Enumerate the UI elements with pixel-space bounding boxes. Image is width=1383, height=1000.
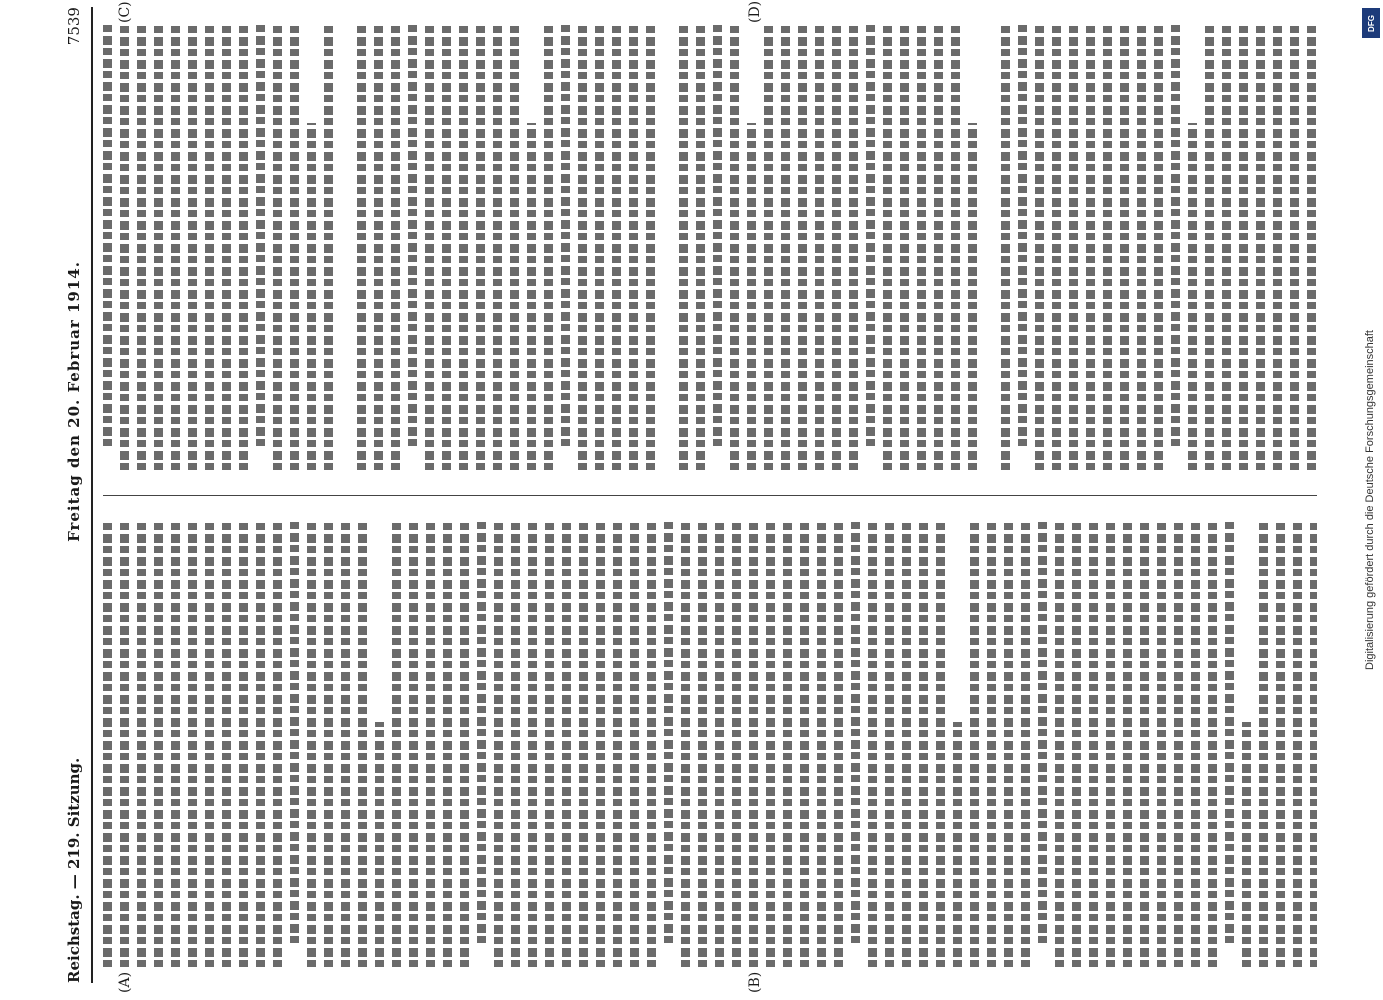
margin-mark-d: (D) bbox=[746, 0, 763, 23]
text-line bbox=[1154, 25, 1163, 470]
text-line bbox=[934, 25, 943, 470]
text-line bbox=[732, 522, 741, 967]
text-line bbox=[1290, 25, 1299, 470]
text-line bbox=[868, 522, 877, 967]
text-line bbox=[953, 722, 962, 967]
text-line bbox=[120, 25, 129, 470]
text-line bbox=[798, 25, 807, 470]
text-line bbox=[647, 522, 656, 967]
text-line bbox=[222, 25, 231, 470]
text-line bbox=[968, 123, 977, 470]
text-line bbox=[442, 25, 451, 470]
text-line bbox=[679, 25, 688, 470]
text-line bbox=[459, 25, 468, 470]
text-line bbox=[256, 522, 265, 967]
text-line bbox=[951, 25, 960, 470]
text-line bbox=[1089, 522, 1098, 967]
text-line bbox=[1123, 522, 1132, 967]
digitization-note: Digitalisierung gefördert durch die Deutsche Forschungsgemeinschaft bbox=[1364, 330, 1376, 670]
text-line bbox=[1055, 522, 1064, 967]
text-line bbox=[1052, 25, 1061, 470]
left-column bbox=[103, 522, 1317, 967]
text-line bbox=[391, 25, 400, 470]
text-line bbox=[1069, 25, 1078, 470]
margin-mark-b: (B) bbox=[746, 971, 763, 993]
text-line bbox=[987, 522, 996, 967]
text-line bbox=[103, 522, 112, 967]
text-line bbox=[307, 522, 316, 967]
dfg-logo: DFG bbox=[1362, 8, 1380, 38]
text-line bbox=[239, 25, 248, 470]
text-line bbox=[1038, 522, 1047, 943]
text-line bbox=[698, 522, 707, 967]
header-session: Reichstag. — 219. Sitzung. bbox=[64, 757, 83, 983]
paragraph-gap bbox=[663, 25, 679, 470]
text-line bbox=[815, 25, 824, 470]
text-line bbox=[426, 522, 435, 967]
text-line bbox=[849, 25, 858, 470]
text-line bbox=[1293, 522, 1302, 967]
text-line bbox=[970, 522, 979, 967]
text-line bbox=[408, 25, 417, 446]
text-line bbox=[205, 25, 214, 470]
text-line bbox=[1001, 25, 1010, 470]
text-line bbox=[885, 522, 894, 967]
text-line bbox=[205, 522, 214, 967]
text-line bbox=[273, 522, 282, 967]
text-line bbox=[375, 722, 384, 967]
text-line bbox=[1106, 522, 1115, 967]
text-line bbox=[664, 522, 673, 943]
column-divider bbox=[103, 495, 1317, 496]
text-line bbox=[1004, 522, 1013, 967]
text-line bbox=[1103, 25, 1112, 470]
text-line bbox=[1035, 25, 1044, 470]
text-line bbox=[696, 25, 705, 470]
text-line bbox=[1174, 522, 1183, 967]
text-line bbox=[1256, 25, 1265, 470]
text-line bbox=[561, 25, 570, 446]
text-line bbox=[730, 25, 739, 470]
text-line bbox=[917, 25, 926, 470]
text-line bbox=[544, 25, 553, 470]
header-date: Freitag den 20. Februar 1914. bbox=[64, 261, 83, 542]
text-line bbox=[290, 522, 299, 943]
text-line bbox=[1310, 522, 1317, 967]
text-line bbox=[1208, 522, 1217, 967]
text-line bbox=[171, 522, 180, 967]
text-line bbox=[630, 522, 639, 967]
text-line bbox=[866, 25, 875, 446]
text-line bbox=[1086, 25, 1095, 470]
text-line bbox=[579, 522, 588, 967]
right-column bbox=[103, 25, 1317, 470]
text-line bbox=[256, 25, 265, 446]
text-line bbox=[307, 123, 316, 470]
text-line bbox=[578, 25, 587, 470]
text-line bbox=[1259, 522, 1268, 967]
text-line bbox=[528, 522, 537, 967]
text-line bbox=[120, 522, 129, 967]
text-line bbox=[1120, 25, 1129, 470]
text-line bbox=[800, 522, 809, 967]
text-line bbox=[902, 522, 911, 967]
text-line bbox=[188, 25, 197, 470]
text-line bbox=[713, 25, 722, 446]
text-line bbox=[527, 123, 536, 470]
text-line bbox=[1239, 25, 1248, 470]
text-line bbox=[357, 25, 366, 470]
text-line bbox=[409, 522, 418, 967]
text-line bbox=[596, 522, 605, 967]
text-line bbox=[1191, 522, 1200, 967]
text-line bbox=[273, 25, 282, 470]
text-line bbox=[1225, 522, 1234, 943]
text-line bbox=[747, 123, 756, 470]
text-line bbox=[341, 522, 350, 967]
text-line bbox=[1157, 522, 1166, 967]
text-line bbox=[1222, 25, 1231, 470]
paragraph-gap bbox=[985, 25, 1001, 470]
text-line bbox=[832, 25, 841, 470]
text-line bbox=[749, 522, 758, 967]
text-line bbox=[1137, 25, 1146, 470]
text-line bbox=[358, 522, 367, 967]
text-line bbox=[1018, 25, 1027, 446]
text-line bbox=[562, 522, 571, 967]
text-line bbox=[900, 25, 909, 470]
text-line bbox=[781, 25, 790, 470]
text-line bbox=[510, 25, 519, 470]
text-line bbox=[103, 25, 112, 446]
text-line bbox=[222, 522, 231, 967]
page-header bbox=[57, 7, 93, 983]
text-line bbox=[612, 25, 621, 470]
text-line bbox=[290, 25, 299, 470]
text-line bbox=[324, 522, 333, 967]
text-line bbox=[766, 522, 775, 967]
text-line bbox=[936, 522, 945, 967]
text-line bbox=[629, 25, 638, 470]
text-line bbox=[1273, 25, 1282, 470]
text-line bbox=[681, 522, 690, 967]
text-line bbox=[171, 25, 180, 470]
text-line bbox=[494, 522, 503, 967]
text-line bbox=[460, 522, 469, 967]
margin-mark-c: (C) bbox=[116, 1, 133, 23]
paragraph-gap bbox=[341, 25, 357, 470]
text-line bbox=[493, 25, 502, 470]
rotated-document-page bbox=[57, 0, 1327, 995]
text-line bbox=[1188, 123, 1197, 470]
text-line bbox=[1021, 522, 1030, 967]
text-line bbox=[137, 25, 146, 470]
text-line bbox=[392, 522, 401, 967]
text-line bbox=[715, 522, 724, 967]
text-line bbox=[851, 522, 860, 943]
text-line bbox=[834, 522, 843, 967]
text-line bbox=[1171, 25, 1180, 446]
text-line bbox=[1205, 25, 1214, 470]
page-number: 7539 bbox=[64, 7, 83, 46]
text-line bbox=[443, 522, 452, 967]
text-line bbox=[817, 522, 826, 967]
text-line bbox=[646, 25, 655, 470]
text-line bbox=[154, 25, 163, 470]
text-line bbox=[154, 522, 163, 967]
text-line bbox=[545, 522, 554, 967]
text-line bbox=[324, 25, 333, 470]
text-line bbox=[764, 25, 773, 470]
text-line bbox=[476, 25, 485, 470]
text-line bbox=[883, 25, 892, 470]
text-line bbox=[374, 25, 383, 470]
text-line bbox=[239, 522, 248, 967]
text-line bbox=[1276, 522, 1285, 967]
text-line bbox=[137, 522, 146, 967]
text-line bbox=[477, 522, 486, 943]
text-line bbox=[1140, 522, 1149, 967]
text-line bbox=[613, 522, 622, 967]
text-line bbox=[1072, 522, 1081, 967]
text-line bbox=[783, 522, 792, 967]
text-line bbox=[425, 25, 434, 470]
margin-mark-a: (A) bbox=[116, 971, 133, 993]
text-line bbox=[595, 25, 604, 470]
text-line bbox=[1307, 25, 1316, 470]
text-line bbox=[1242, 722, 1251, 967]
text-line bbox=[919, 522, 928, 967]
text-line bbox=[188, 522, 197, 967]
text-line bbox=[511, 522, 520, 967]
